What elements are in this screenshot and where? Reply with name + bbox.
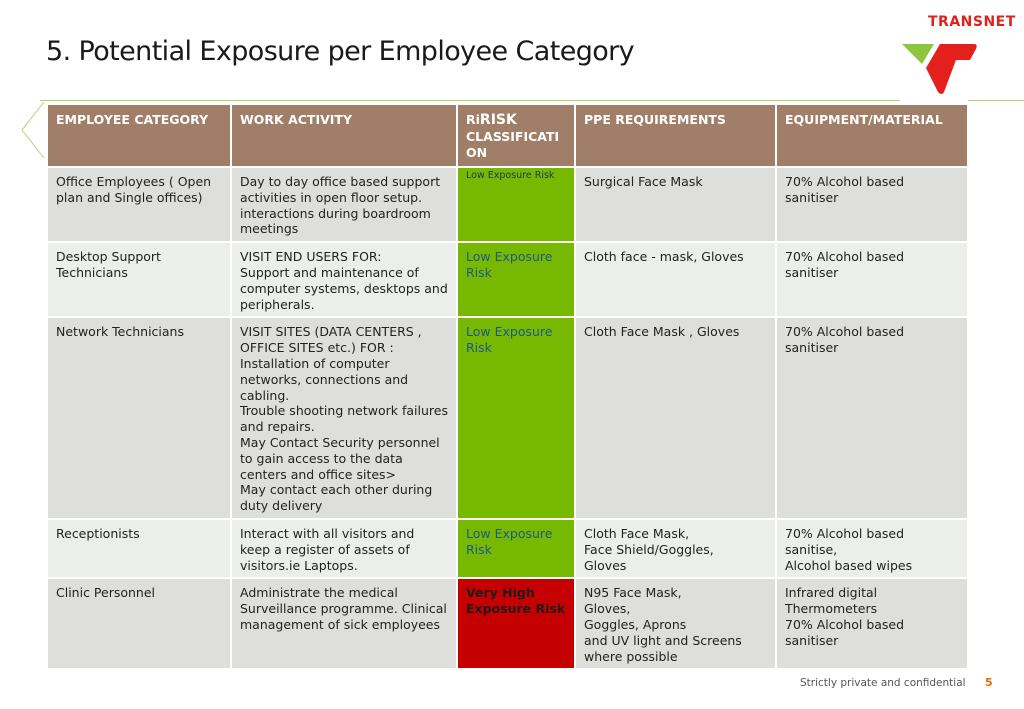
cell-activity: VISIT SITES (DATA CENTERS , OFFICE SITES etc.) FOR : Installation of computer networks, connections and cabling. Trouble shooting network failures and repairs. May Contact Security personnel to gain access to the data centers and office sites> May contact each other during duty delivery [231,317,457,519]
employee-exposure-table [46,103,969,670]
footer-confidential: Strictly private and confidential [800,677,966,689]
cell-category: Clinic Personnel [47,578,231,669]
cell-activity: Interact with all visitors and keep a register of assets of visitors.ie Laptops. [231,519,457,578]
cell-equipment: Infrared digital Thermometers 70% Alcohol based sanitiser [776,578,968,669]
cell-category: Desktop Support Technicians [47,242,231,317]
table-row [47,578,968,669]
header-work-activity: WORK ACTIVITY [231,104,457,167]
cell-ppe: Cloth face - mask, Gloves [575,242,776,317]
header-risk-main: RISK [479,112,517,128]
divider-right [968,100,1024,101]
chevron-decoration-icon [18,100,48,160]
cell-equipment: 70% Alcohol based sanitiser [776,242,968,317]
table-row [47,242,968,317]
cell-equipment: 70% Alcohol based sanitiser [776,317,968,519]
header-risk-rest: CLASSIFICATI ON [466,128,560,160]
cell-ppe: Cloth Face Mask , Gloves [575,317,776,519]
cell-equipment: 70% Alcohol based sanitise, Alcohol based wipes [776,519,968,578]
cell-risk-low: Low Exposure Risk [457,519,575,578]
table-header-row [47,104,968,167]
transnet-logo-icon [900,40,980,96]
cell-category: Receptionists [47,519,231,578]
table-row [47,317,968,519]
cell-risk-low: Low Exposure Risk [457,167,575,242]
cell-risk-low: Low Exposure Risk [457,242,575,317]
cell-activity: VISIT END USERS FOR: Support and maintenance of computer systems, desktops and peripherals. [231,242,457,317]
header-risk-classification [457,104,575,167]
cell-category: Network Technicians [47,317,231,519]
cell-risk-very-high: Very High Exposure Risk [457,578,575,669]
header-ppe-requirements: PPE REQUIREMENTS [575,104,776,167]
cell-activity: Day to day office based support activities in open floor setup. interactions during boardroom meetings [231,167,457,242]
cell-ppe: N95 Face Mask, Gloves, Goggles, Aprons and UV light and Screens where possible [575,578,776,669]
slide-title: 5. Potential Exposure per Employee Category [46,36,635,67]
brand-name: TRANSNET [928,14,1016,30]
cell-equipment: 70% Alcohol based sanitiser [776,167,968,242]
header-risk-prefix: Ri [466,112,480,127]
cell-ppe: Surgical Face Mask [575,167,776,242]
header-employee-category: EMPLOYEE CATEGORY [47,104,231,167]
cell-ppe: Cloth Face Mask, Face Shield/Goggles, Gloves [575,519,776,578]
page-number: 5 [985,676,993,689]
cell-risk-low: Low Exposure Risk [457,317,575,519]
table-row [47,519,968,578]
header-equipment-material: EQUIPMENT/MATERIAL [776,104,968,167]
cell-activity: Administrate the medical Surveillance programme. Clinical management of sick employees [231,578,457,669]
cell-category: Office Employees ( Open plan and Single offices) [47,167,231,242]
table-row [47,167,968,242]
divider-left [40,100,900,101]
